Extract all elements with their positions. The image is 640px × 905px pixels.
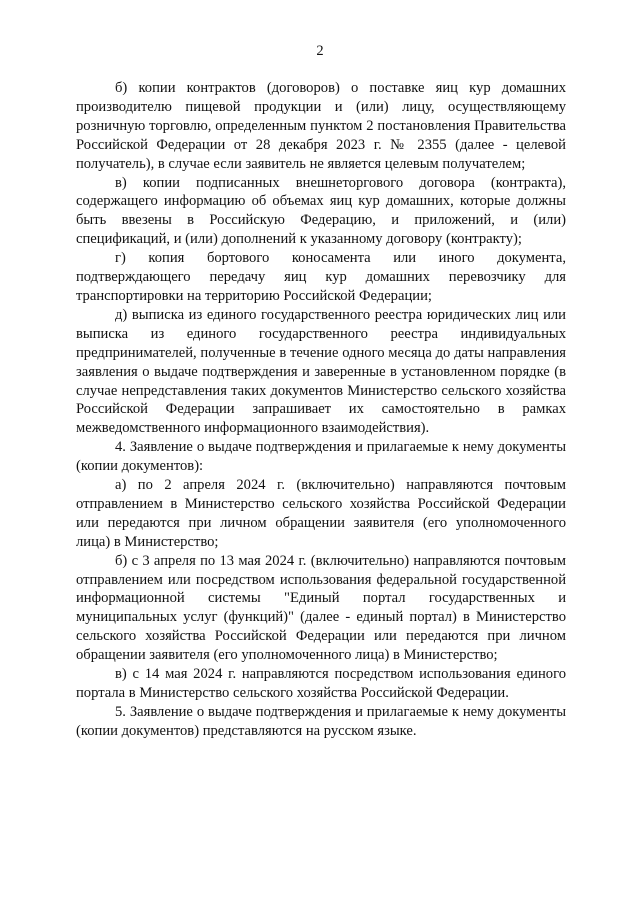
paragraph-4-application: 4. Заявление о выдаче подтверждения и прилагаемые к нему документы (копии документов): — [76, 439, 566, 475]
paragraph-v-foreign-trade-contract: в) копии подписанных внешнеторгового договора (контракта), содержащего информацию об объемах яиц кур домашних, которые должны быть ввезены в Российскую Федерацию, и приложений, и (или) спецификаций, и (или) дополнений к указанному договору (контракту); — [76, 174, 566, 248]
paragraph-d-registry-extract: д) выписка из единого государственного реестра юридических лиц или выписка из единого государственного реестра индивидуальных предпринимателей, полученные в течение одного месяца до даты направления заявления о выдаче подтверждения и заверенные в установленном порядке (в случае непредставления таких документов Министерство сельского хозяйства Российской Федерации запрашивает их самостоятельно в рамках межведомственного информационного взаимодействия). — [76, 306, 566, 437]
paragraph-5-language: 5. Заявление о выдаче подтверждения и прилагаемые к нему документы (копии документов) представляются на русском языке. — [76, 703, 566, 739]
paragraph-a-until-april-2: а) по 2 апреля 2024 г. (включительно) направляются почтовым отправлением в Министерство сельского хозяйства Российской Федерации или передаются при личном обращении заявителя (его уполномоченного лица) в Министерство; — [76, 477, 566, 550]
paragraph-v-from-may-14: в) с 14 мая 2024 г. направляются посредством использования единого портала в Министерство сельского хозяйства Российской Федерации. — [76, 666, 566, 701]
paragraph-b-april-3-to-may-13: б) с 3 апреля по 13 мая 2024 г. (включительно) направляются почтовым отправлением или посредством использования федеральной государственной информационной системы "Единый портал государственных и муниципальных услуг (функций)" (далее - единый портал) в Министерство сельского хозяйства Российской Федерации или передаются при личном обращении заявителя (его уполномоченного лица) в Министерство; — [76, 552, 566, 664]
paragraph-b-contracts: б) копии контрактов (договоров) о поставке яиц кур домашних производителю пищевой продукции и (или) лицу, осуществляющему розничную торговлю, определенным пунктом 2 постановления Правительства Российской Федерации от 28 декабря 2023 г. № 2355 (далее - целевой получатель), в случае если заявитель не является целевым получателем; — [76, 80, 566, 172]
document-body — [76, 79, 566, 741]
paragraph-g-bill-of-lading: г) копия бортового коносамента или иного документа, подтверждающего передачу яиц кур домашних перевозчику для транспортировки на территорию Российской Федерации; — [76, 250, 566, 304]
page-number: 2 — [316, 43, 324, 59]
